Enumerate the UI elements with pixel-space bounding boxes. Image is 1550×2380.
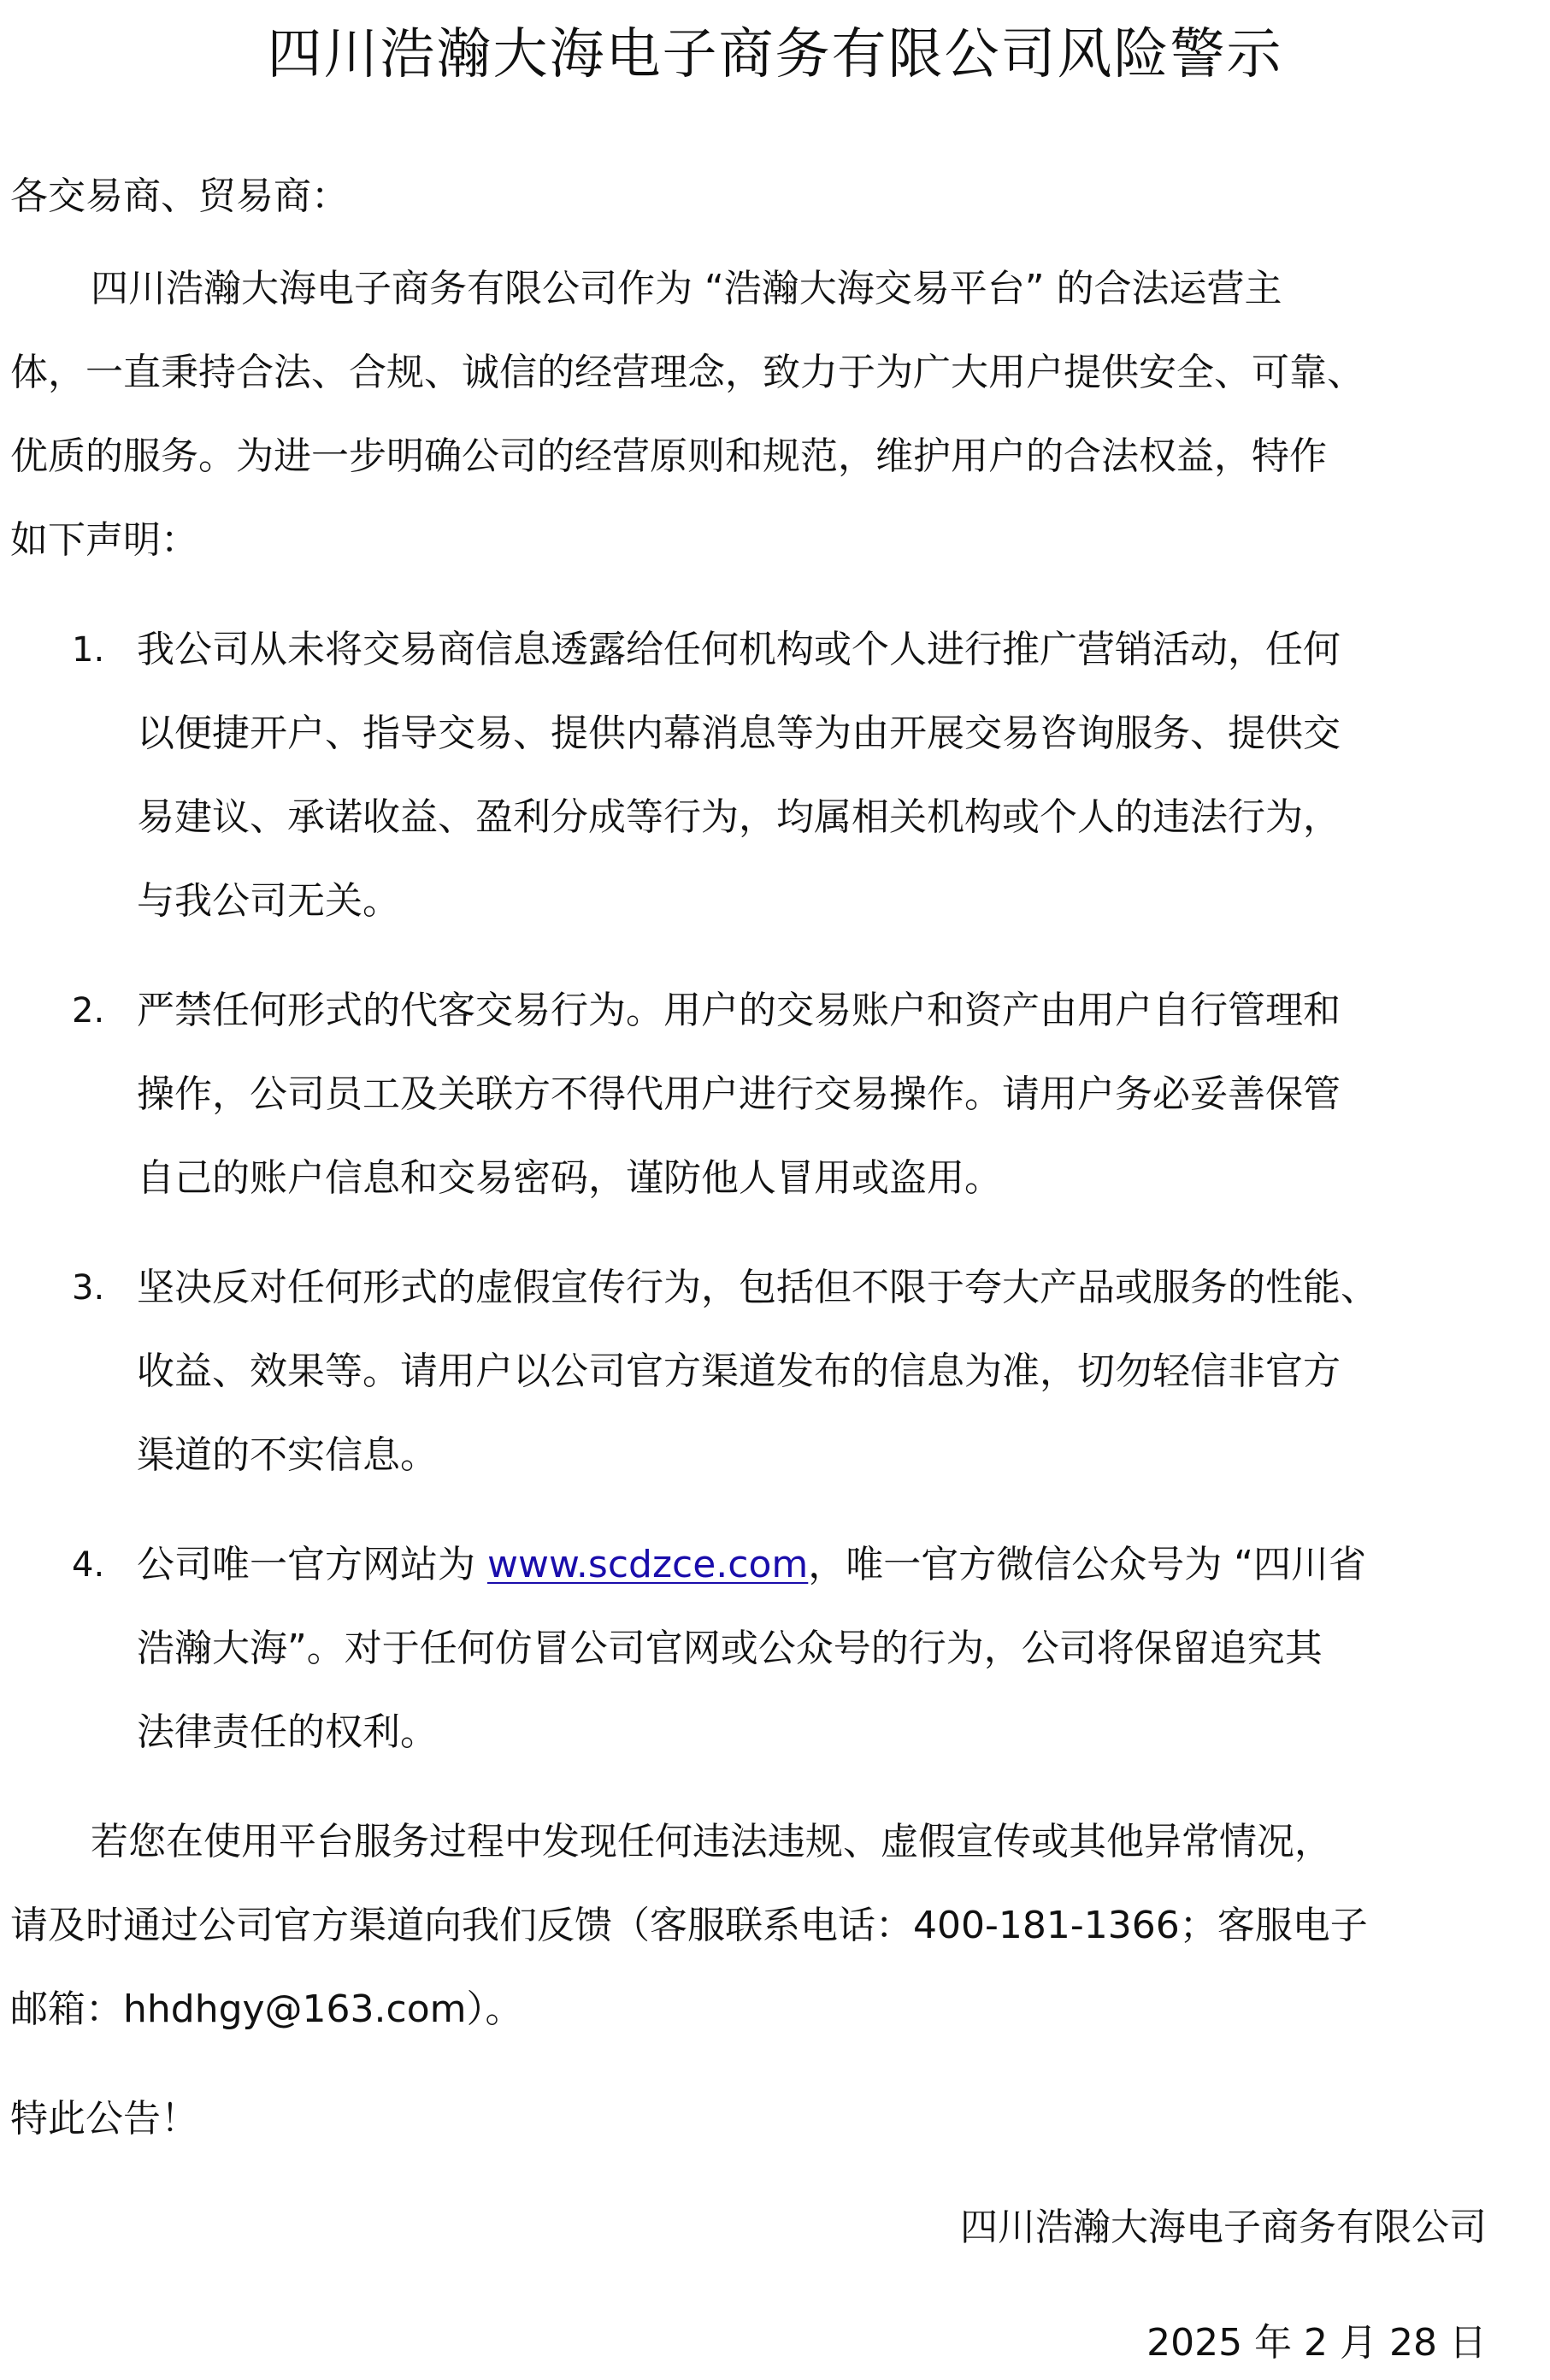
intro-line-3: 优质的服务。为进一步明确公司的经营原则和规范，维护用户的合法权益，特作	[10, 434, 1327, 478]
item-3-line-1: 坚决反对任何形式的虚假宣传行为，包括但不限于夸大产品或服务的性能、	[137, 1266, 1378, 1309]
item-2-line-3: 自己的账户信息和交易密码，谨防他人冒用或盗用。	[137, 1156, 1002, 1200]
intro-line-2: 体，一直秉持合法、合规、诚信的经营理念，致力于为广大用户提供安全、可靠、	[10, 351, 1364, 394]
item-3-line-2: 收益、效果等。请用户以公司官方渠道发布的信息为准，切勿轻信非官方	[137, 1349, 1341, 1393]
item-1-line-3: 易建议、承诺收益、盈利分成等行为，均属相关机构或个人的违法行为，	[137, 795, 1341, 839]
item-4-line-2: 浩瀚大海”。对于任何仿冒公司官网或公众号的行为，公司将保留追究其	[137, 1627, 1323, 1670]
closing-line-3: 邮箱：hhdhgy@163.com）。	[10, 1987, 523, 2031]
item-3-line-3: 渠道的不实信息。	[137, 1433, 438, 1477]
item-1-line-2: 以便捷开户、指导交易、提供内幕消息等为由开展交易咨询服务、提供交	[137, 712, 1341, 755]
intro-line-4: 如下声明：	[10, 518, 198, 562]
item-2-line-2: 操作，公司员工及关联方不得代用户进行交易操作。请用户务必妥善保管	[137, 1072, 1341, 1116]
item-4-text-before-link: 公司唯一官方网站为	[137, 1543, 487, 1586]
item-4-line-1	[137, 1539, 1366, 1591]
item-1-line-4: 与我公司无关。	[137, 879, 400, 923]
document-title: 四川浩瀚大海电子商务有限公司风险警示	[267, 23, 1283, 86]
item-2-number: 2.	[72, 991, 105, 1031]
item-1-line-1: 我公司从未将交易商信息透露给任何机构或个人进行推广营销活动，任何	[137, 628, 1341, 671]
item-3-number: 3.	[72, 1268, 105, 1308]
closing-line-1: 若您在使用平台服务过程中发现任何违法违规、虚假宣传或其他异常情况，	[91, 1820, 1332, 1863]
item-2-line-1: 严禁任何形式的代客交易行为。用户的交易账户和资产由用户自行管理和	[137, 989, 1341, 1032]
closing-line-2: 请及时通过公司官方渠道向我们反馈（客服联系电话：400-181-1366；客服电子	[10, 1904, 1368, 1947]
signature-date: 2025 年 2 月 28 日	[1146, 2321, 1487, 2365]
item-4-line-3: 法律责任的权利。	[137, 1710, 438, 1754]
intro-line-1: 四川浩瀚大海电子商务有限公司作为 “浩瀚大海交易平台” 的合法运营主	[91, 267, 1282, 310]
item-4-text-after-link: ，唯一官方微信公众号为 “四川省	[808, 1543, 1367, 1586]
announcement: 特此公告！	[10, 2097, 198, 2141]
signature-company: 四川浩瀚大海电子商务有限公司	[960, 2206, 1487, 2249]
official-website-link[interactable]: www.scdzce.com	[487, 1543, 809, 1586]
item-4-number: 4.	[72, 1545, 105, 1585]
salutation: 各交易商、贸易商：	[10, 174, 349, 218]
item-1-number: 1.	[72, 630, 105, 670]
